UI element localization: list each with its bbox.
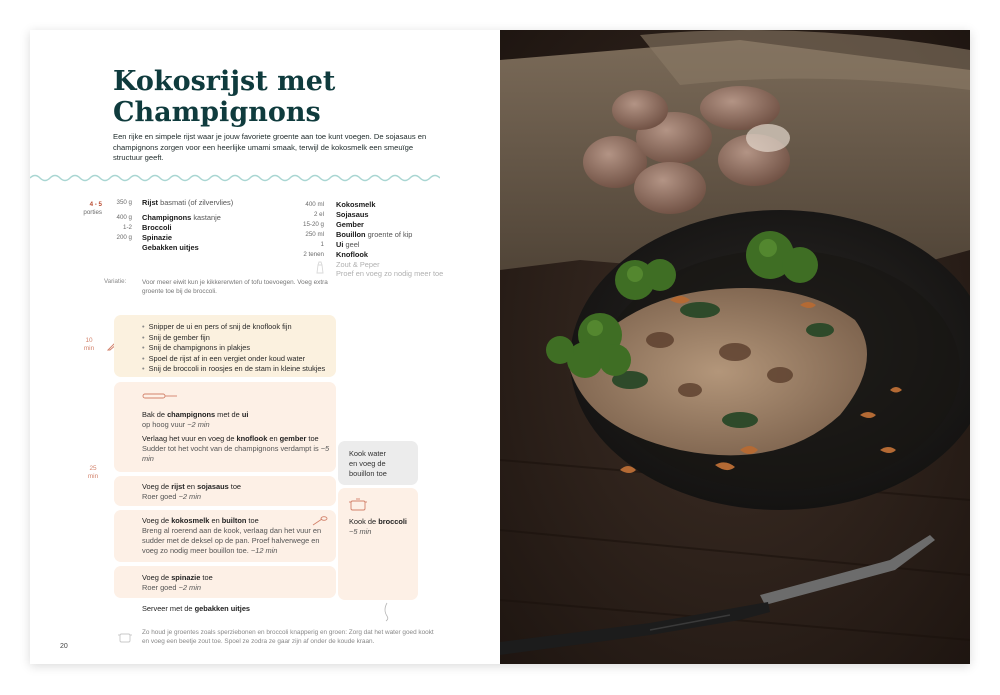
ingredient-qty: 2 el bbox=[314, 211, 324, 218]
step-detail bbox=[142, 444, 332, 464]
step-text: met de bbox=[215, 410, 242, 419]
arrow-curve-icon bbox=[380, 602, 394, 622]
side-text-line: en voeg de bbox=[349, 459, 386, 468]
prep-item: • Spoel de rijst af in een vergiet onder koud water bbox=[142, 354, 325, 365]
step-ingredient: rijst bbox=[171, 482, 185, 491]
ingredient-note: basmati (of zilvervlies) bbox=[160, 198, 234, 207]
ingredient-qty: 1-2 bbox=[123, 224, 132, 231]
side-text-line: Kook water bbox=[349, 449, 386, 458]
step-text: Voeg de bbox=[142, 482, 172, 491]
ingredient-name: Sojasaus bbox=[336, 210, 369, 219]
step-detail-text: Roer goed bbox=[142, 492, 177, 501]
step-text: toe bbox=[200, 573, 213, 582]
prep-item: • Snij de broccoli in roosjes en de stam in kleine stukjes bbox=[142, 364, 325, 375]
prep-time bbox=[74, 337, 104, 353]
step-ingredient: gember bbox=[279, 434, 307, 443]
recipe-intro: Een rijke en simpele rijst waar je jouw favoriete groente aan toe kunt voegen. De sojasaus en champignons zorgen voor een heerlijke umami smaak, terwijl de kokosmelk een smeuïge structuur geeft. bbox=[113, 132, 427, 162]
step-detail bbox=[142, 492, 332, 502]
prep-time-value: 10 bbox=[85, 337, 93, 344]
ingredient-name: Knoflook bbox=[336, 250, 369, 259]
prep-item: • Snij de champignons in plakjes bbox=[142, 343, 325, 354]
step-detail bbox=[142, 526, 332, 556]
step-text: en bbox=[209, 516, 222, 525]
step-duration: ~2 min bbox=[178, 583, 201, 592]
step-text: en bbox=[184, 482, 198, 491]
ingredient-qty: 2 tenen bbox=[303, 251, 324, 258]
ingredient-name: Spinazie bbox=[142, 233, 172, 242]
ingredient-note: kastanje bbox=[193, 213, 221, 222]
right-page bbox=[500, 30, 970, 664]
ingredient-name-text: Bouillon bbox=[336, 230, 366, 239]
ingredient-name: Broccoli bbox=[142, 223, 172, 232]
ingredient-name bbox=[336, 240, 359, 250]
ingredient-name bbox=[142, 213, 221, 223]
step-detail-text: Sudder tot het vocht van de champignons verdampt is bbox=[142, 444, 319, 453]
recipe-spread bbox=[30, 30, 970, 664]
step-ingredient: kokosmelk bbox=[171, 516, 210, 525]
cook-step-4 bbox=[142, 516, 332, 556]
cook-time-value: 25 bbox=[89, 465, 97, 472]
step-text: toe bbox=[306, 434, 319, 443]
cook-step-2 bbox=[142, 434, 332, 464]
cooking-tip: Zo houd je groentes zoals sperziebonen en broccoli knapperig en groen: Zorg dat het water goed kookt en voeg een beetje zout toe. Spoel ze zodra ze gaar zijn af onder de koude kraan. bbox=[142, 629, 434, 645]
cook-step-5 bbox=[142, 573, 332, 593]
ingredient-note: geel bbox=[345, 240, 360, 249]
step-text: toe bbox=[246, 516, 259, 525]
step-text: Voeg de bbox=[142, 516, 172, 525]
step-ingredient: sojasaus bbox=[197, 482, 229, 491]
dish-photo bbox=[500, 30, 970, 664]
ingredient-qty: 200 g bbox=[116, 234, 132, 241]
seasoning-text: Zout & Peper bbox=[336, 260, 380, 269]
ingredient-name-text: Champignons bbox=[142, 213, 192, 222]
prep-item: • Snipper de ui en pers of snij de knoflook fijn bbox=[142, 322, 325, 333]
cook-time bbox=[78, 465, 108, 481]
step-text: en bbox=[267, 434, 280, 443]
wave-divider bbox=[30, 173, 440, 183]
step-ingredient: champignons bbox=[167, 410, 216, 419]
side-text: Kook de bbox=[349, 517, 379, 526]
step-text: toe bbox=[228, 482, 242, 491]
step-ingredient: builton bbox=[221, 516, 247, 525]
step-ingredient: ui bbox=[241, 410, 249, 419]
ingredient-name-text: Ui bbox=[336, 240, 344, 249]
side-step-broccoli-text bbox=[349, 517, 415, 537]
step-detail bbox=[142, 420, 332, 430]
step-duration: ~2 min bbox=[187, 420, 210, 429]
portions-label: porties bbox=[83, 209, 102, 216]
step-text: Serveer met de bbox=[142, 604, 195, 613]
step-detail-text: Breng al roerend aan de kook, verlaag dan het vuur en sudder met de deksel op de pan. Proef halverwege en voeg zo nodig meer bouillon toe. bbox=[142, 526, 322, 555]
step-detail bbox=[142, 583, 332, 593]
ingredient-qty: 250 ml bbox=[305, 231, 324, 238]
left-page bbox=[30, 30, 500, 664]
side-duration: ~5 min bbox=[349, 527, 372, 536]
ingredient-name: Kokosmelk bbox=[336, 200, 376, 209]
ingredient-name bbox=[142, 198, 233, 208]
variation-label: Variatie: bbox=[104, 278, 127, 285]
variation-text: Voor meer eiwit kun je kikkererwten of tofu toevoegen. Voeg extra groente toe bij de broccoli. bbox=[142, 279, 328, 295]
step-duration: ~12 min bbox=[250, 546, 278, 555]
step-duration: ~2 min bbox=[178, 492, 201, 501]
step-text: Bak de bbox=[142, 410, 168, 419]
recipe-title bbox=[113, 66, 453, 128]
prep-item: • Snij de gember fijn bbox=[142, 333, 325, 344]
ingredient-qty: 400 g bbox=[116, 214, 132, 221]
prep-time-unit: min bbox=[83, 345, 95, 352]
cook-step-1 bbox=[142, 410, 332, 430]
step-duration: ~5 min bbox=[142, 444, 330, 463]
step-text: Voeg de bbox=[142, 573, 172, 582]
page-number: 20 bbox=[60, 643, 68, 650]
ingredient-name: Gebakken uitjes bbox=[142, 243, 199, 252]
step-ingredient: gebakken uitjes bbox=[194, 604, 251, 613]
ingredient-name bbox=[336, 230, 412, 240]
portions-count: 4 - 5 bbox=[89, 201, 102, 208]
frying-pan-icon bbox=[142, 392, 178, 400]
title-line-2: Champignons bbox=[113, 97, 321, 128]
ingredient-name-text: Rijst bbox=[142, 198, 159, 207]
side-text-line: bouillon toe bbox=[349, 469, 387, 478]
salt-shaker-icon bbox=[314, 260, 326, 274]
step-ingredient: knoflook bbox=[236, 434, 268, 443]
ingredient-name: Gember bbox=[336, 220, 364, 229]
title-line-1: Kokosrijst met bbox=[113, 66, 336, 97]
side-ingredient: broccoli bbox=[378, 517, 407, 526]
cook-time-unit: min bbox=[87, 473, 99, 480]
ingredient-qty: 350 g bbox=[116, 199, 132, 206]
step-detail-text: op hoog vuur bbox=[142, 420, 186, 429]
pot-tip-icon bbox=[118, 630, 132, 644]
step-detail-text: Roer goed bbox=[142, 583, 177, 592]
step-text: Verlaag het vuur en voeg de bbox=[142, 434, 237, 443]
cooking-pot-icon bbox=[349, 497, 367, 511]
side-step-water-text bbox=[349, 449, 413, 479]
cook-step-6 bbox=[142, 604, 332, 614]
seasoning-note: Proef en voeg zo nodig meer toe bbox=[336, 269, 444, 278]
step-ingredient: spinazie bbox=[171, 573, 201, 582]
cook-step-3 bbox=[142, 482, 332, 502]
ingredient-note: groente of kip bbox=[367, 230, 413, 239]
ingredient-qty: 1 bbox=[320, 241, 324, 248]
ingredient-qty: 15-20 g bbox=[303, 221, 324, 228]
prep-list bbox=[142, 322, 325, 375]
ingredient-qty: 400 ml bbox=[305, 201, 324, 208]
